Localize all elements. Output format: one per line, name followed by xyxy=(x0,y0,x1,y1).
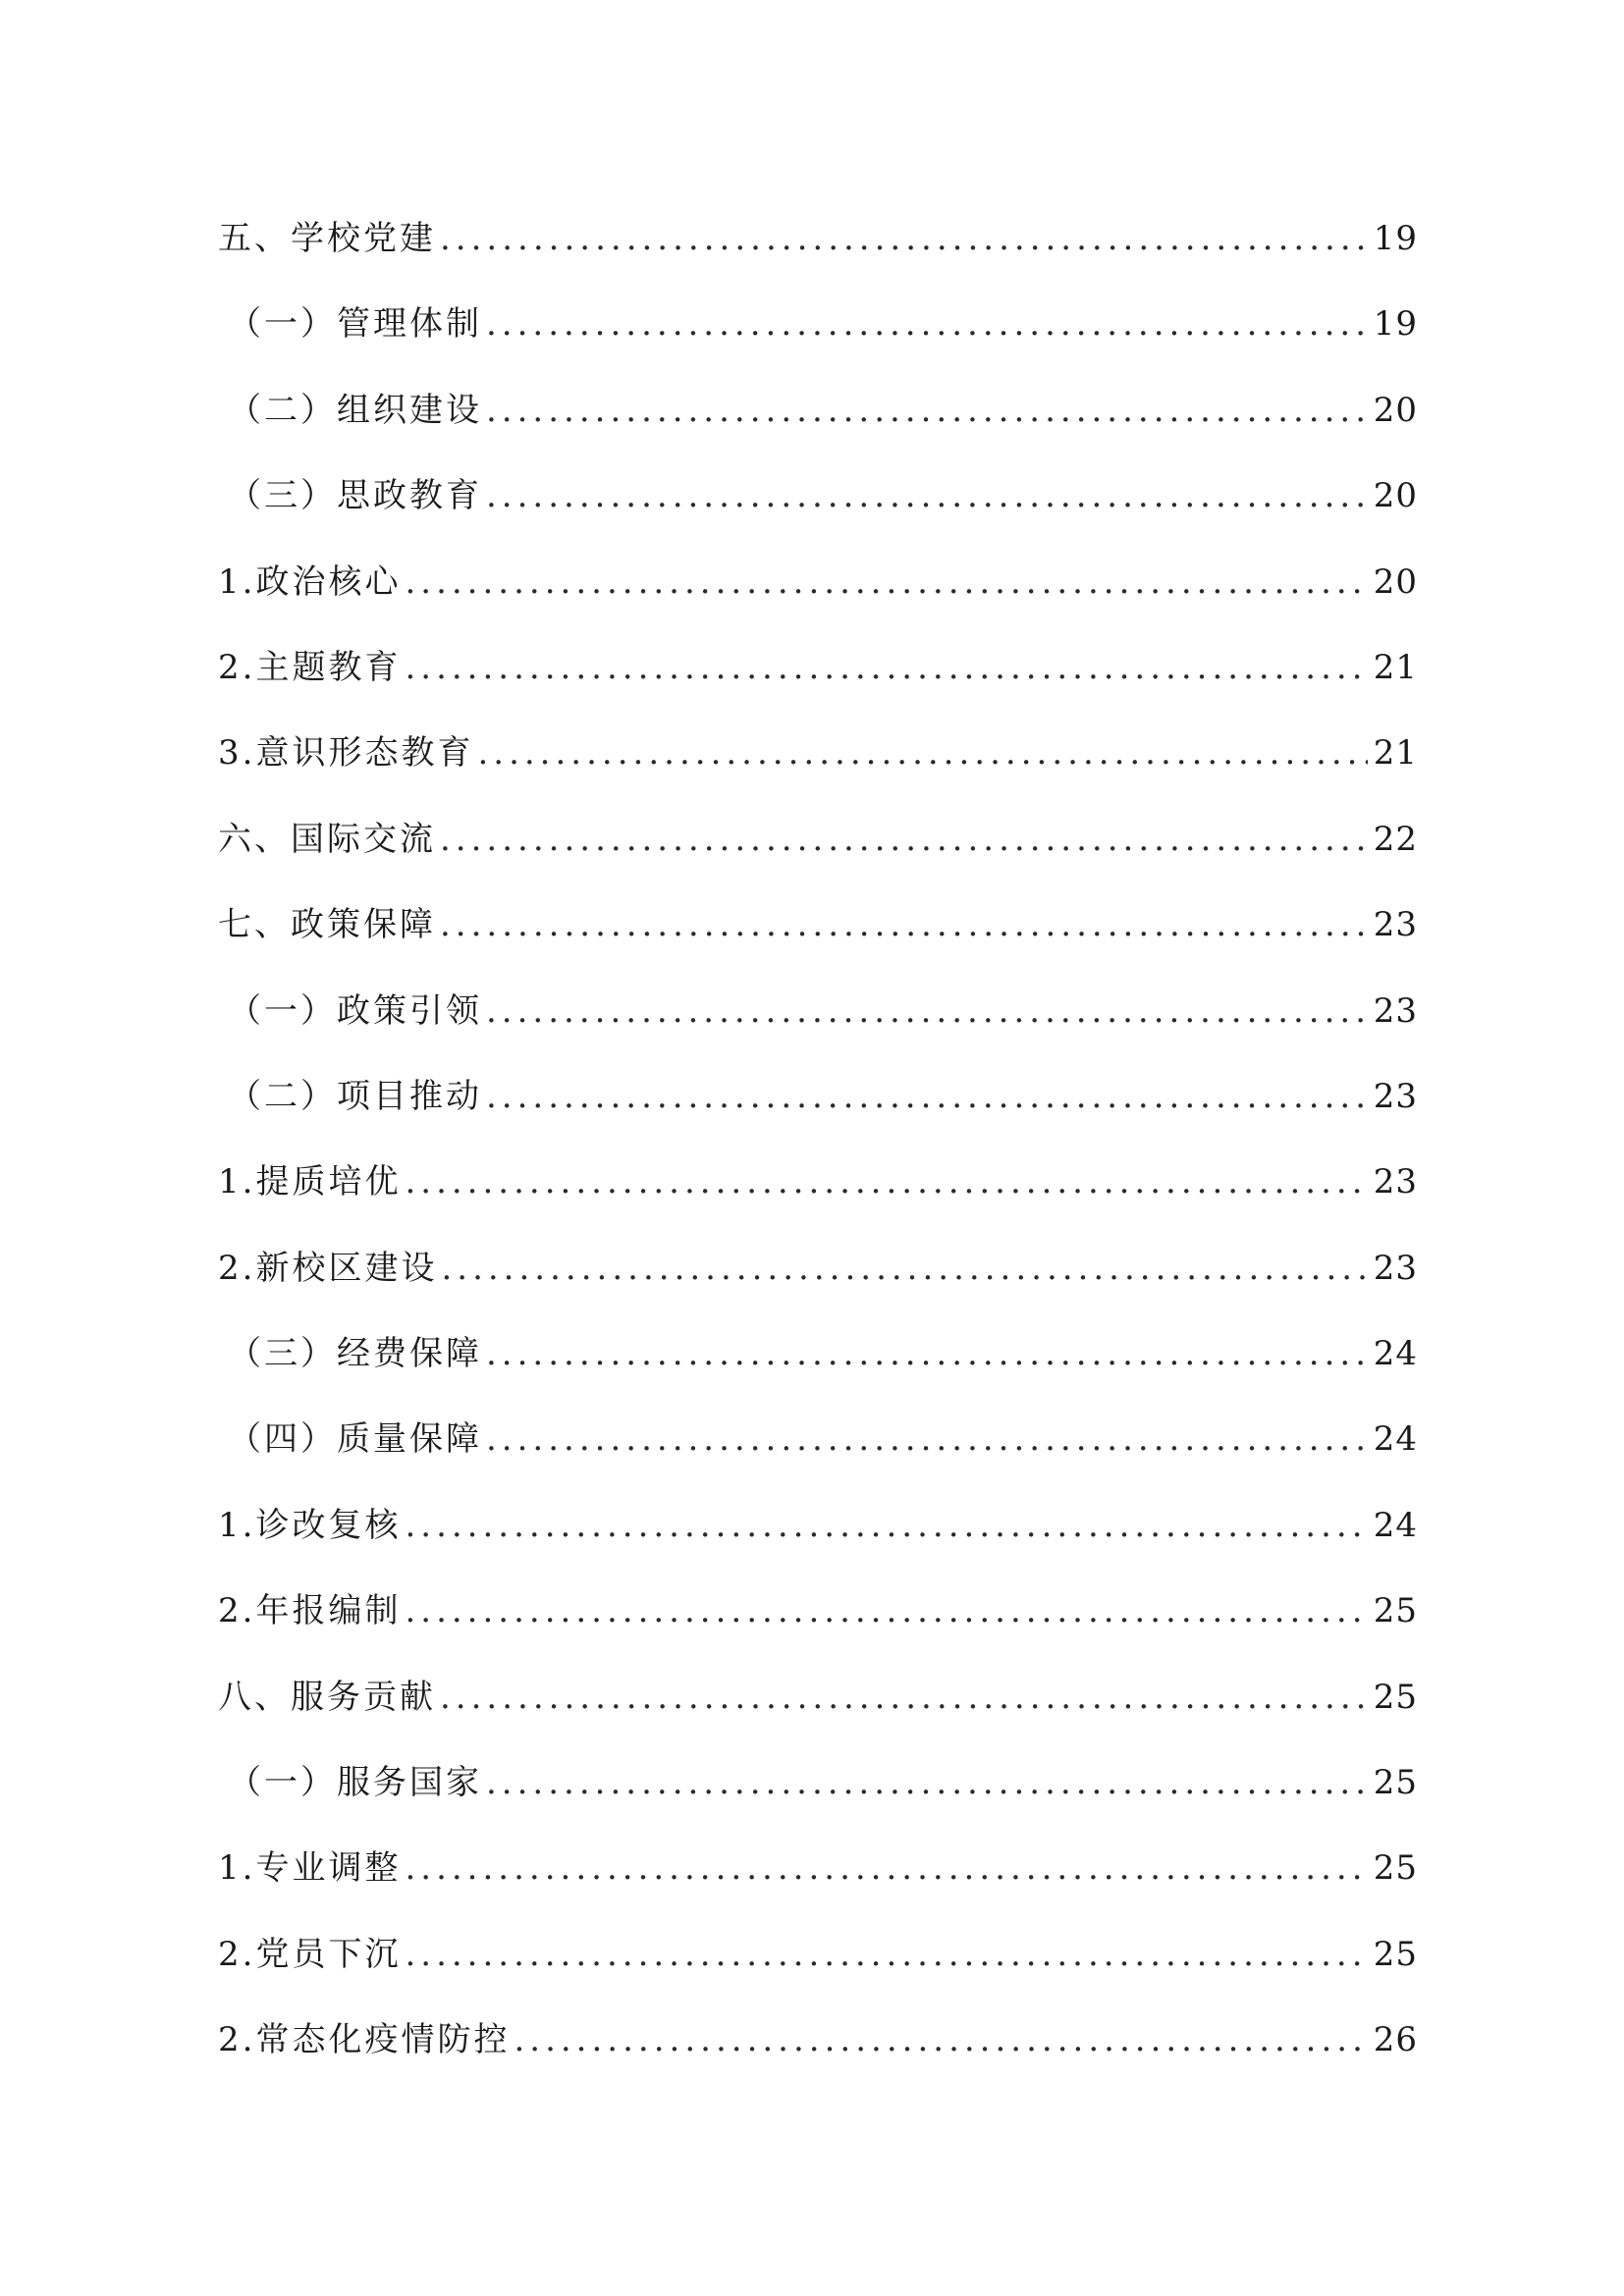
toc-entry-page-number: 21 xyxy=(1373,647,1418,687)
toc-entry-page-number: 23 xyxy=(1373,990,1418,1031)
toc-entry-page-number: 22 xyxy=(1373,819,1418,859)
toc-dot-leader xyxy=(440,807,1368,872)
toc-entry-title: （一）管理体制 xyxy=(228,304,482,345)
toc-entry-page-number: 20 xyxy=(1373,476,1418,516)
toc-entry[interactable] xyxy=(218,1321,1418,1407)
toc-entry-title: 2.常态化疫情防控 xyxy=(218,2020,511,2060)
toc-entry[interactable] xyxy=(218,1836,1418,1921)
toc-entry[interactable] xyxy=(218,1493,1418,1578)
toc-dot-leader xyxy=(405,1493,1367,1558)
toc-entry[interactable] xyxy=(218,378,1418,463)
toc-dot-leader xyxy=(486,1750,1368,1815)
toc-entry-page-number: 23 xyxy=(1373,905,1418,945)
toc-dot-leader xyxy=(477,721,1367,785)
toc-entry-title: 3.意识形态教育 xyxy=(218,733,474,774)
toc-entry-page-number: 20 xyxy=(1373,390,1418,430)
toc-dot-leader xyxy=(486,463,1368,528)
toc-entry-title: （三）经费保障 xyxy=(228,1334,482,1374)
toc-entry-title: 1.政治核心 xyxy=(218,561,402,602)
toc-dot-leader xyxy=(405,635,1367,700)
toc-entry[interactable] xyxy=(218,979,1418,1064)
toc-entry[interactable] xyxy=(218,721,1418,806)
toc-entry-page-number: 23 xyxy=(1373,1248,1418,1288)
toc-entry[interactable] xyxy=(218,1064,1418,1149)
toc-dot-leader xyxy=(405,1578,1367,1643)
toc-entry-page-number: 25 xyxy=(1373,1677,1418,1717)
toc-entry-page-number: 23 xyxy=(1373,1162,1418,1202)
toc-entry-page-number: 25 xyxy=(1373,1848,1418,1889)
toc-entry-title: 1.诊改复核 xyxy=(218,1505,402,1545)
toc-dot-leader xyxy=(405,550,1367,614)
toc-dot-leader xyxy=(440,892,1368,957)
toc-dot-leader xyxy=(486,979,1368,1043)
toc-entry[interactable] xyxy=(218,206,1418,292)
toc-dot-leader xyxy=(440,1665,1368,1730)
toc-entry[interactable] xyxy=(218,463,1418,549)
toc-entry-page-number: 19 xyxy=(1373,304,1418,345)
toc-entry[interactable] xyxy=(218,1578,1418,1664)
toc-entry-title: （三）思政教育 xyxy=(228,476,482,516)
toc-entry-title: 2.党员下沉 xyxy=(218,1934,402,1974)
toc-entry-title: （二）组织建设 xyxy=(228,390,482,430)
toc-entry-title: （四）质量保障 xyxy=(228,1419,482,1460)
toc-entry-page-number: 25 xyxy=(1373,1763,1418,1803)
toc-dot-leader xyxy=(405,1922,1367,1987)
toc-entry-page-number: 20 xyxy=(1373,561,1418,602)
toc-dot-leader xyxy=(514,2007,1367,2072)
toc-entry[interactable] xyxy=(218,1665,1418,1750)
toc-entry-title: 2.新校区建设 xyxy=(218,1248,438,1288)
toc-entry-title: 八、服务贡献 xyxy=(218,1677,436,1717)
toc-dot-leader xyxy=(486,292,1368,356)
toc-entry-page-number: 26 xyxy=(1373,2020,1418,2060)
toc-dot-leader xyxy=(486,1321,1368,1386)
toc-entry-page-number: 25 xyxy=(1373,1591,1418,1631)
toc-entry[interactable] xyxy=(218,807,1418,892)
toc-entry[interactable] xyxy=(218,1149,1418,1235)
toc-dot-leader xyxy=(440,206,1368,271)
toc-dot-leader xyxy=(405,1149,1367,1214)
toc-entry[interactable] xyxy=(218,292,1418,377)
toc-entry-title: 六、国际交流 xyxy=(218,819,436,859)
toc-entry-title: 1.专业调整 xyxy=(218,1848,402,1889)
toc-entry-page-number: 24 xyxy=(1373,1419,1418,1460)
toc-entry-title: 五、学校党建 xyxy=(218,219,436,258)
toc-entry-page-number: 21 xyxy=(1373,733,1418,774)
toc-entry-page-number: 24 xyxy=(1373,1505,1418,1545)
toc-entry[interactable] xyxy=(218,1750,1418,1836)
toc-entry[interactable] xyxy=(218,1407,1418,1492)
toc-entry[interactable] xyxy=(218,1236,1418,1321)
table-of-contents xyxy=(218,206,1418,2094)
toc-entry-title: 2.年报编制 xyxy=(218,1591,402,1631)
toc-entry-title: （一）服务国家 xyxy=(228,1763,482,1803)
toc-dot-leader xyxy=(486,1064,1368,1129)
toc-entry-title: 2.主题教育 xyxy=(218,647,402,687)
toc-dot-leader xyxy=(405,1836,1367,1900)
toc-entry[interactable] xyxy=(218,1922,1418,2007)
toc-entry-page-number: 19 xyxy=(1373,219,1418,258)
toc-entry[interactable] xyxy=(218,635,1418,721)
toc-entry-title: （一）政策引领 xyxy=(228,990,482,1031)
toc-dot-leader xyxy=(441,1236,1367,1301)
toc-dot-leader xyxy=(486,378,1368,443)
toc-entry-page-number: 25 xyxy=(1373,1934,1418,1974)
toc-entry[interactable] xyxy=(218,892,1418,978)
toc-entry[interactable] xyxy=(218,2007,1418,2093)
toc-entry-title: 七、政策保障 xyxy=(218,905,436,945)
toc-entry-title: 1.提质培优 xyxy=(218,1162,402,1202)
toc-entry-title: （二）项目推动 xyxy=(228,1076,482,1116)
toc-dot-leader xyxy=(486,1407,1368,1471)
toc-entry-page-number: 23 xyxy=(1373,1076,1418,1116)
toc-entry-page-number: 24 xyxy=(1373,1334,1418,1374)
toc-entry[interactable] xyxy=(218,550,1418,635)
